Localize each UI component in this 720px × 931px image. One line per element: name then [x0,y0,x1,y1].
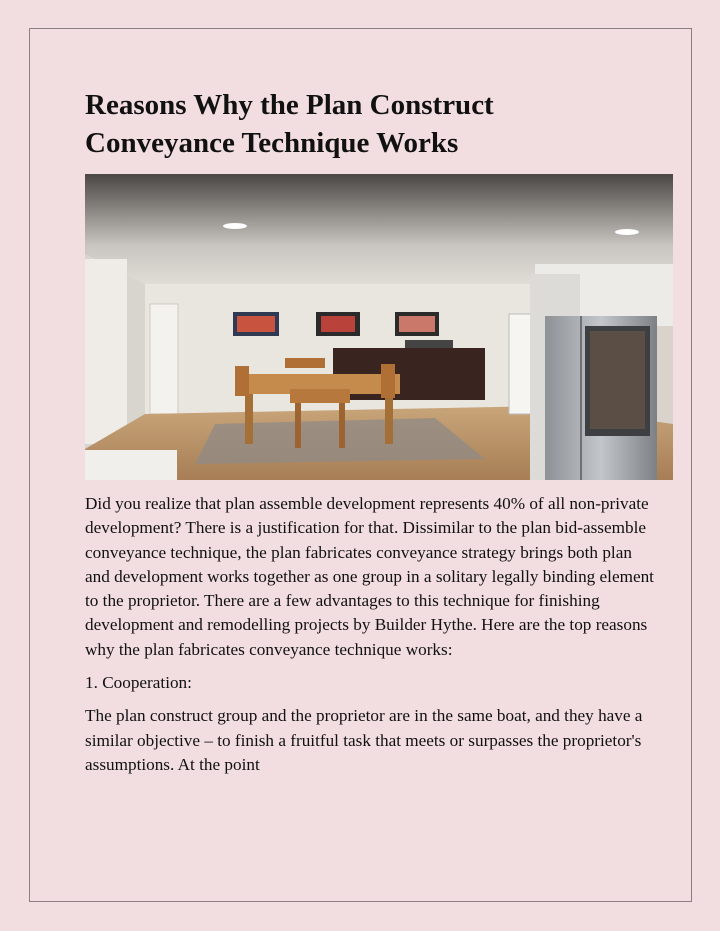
paragraph-intro: Did you realize that plan assemble development represents 40% of all non-private development? There is a justification for that. Dissimilar to the plan bid-assemble conveyance technique, the plan fabricates conveyance strategy brings both plan and development works together as one group in a solitary legally binding element to the proprietor. There are a few advantages to this technique for finishing development and remodelling projects by Builder Hythe. Here are the top reasons why the plan fabricates conveyance technique works: [85,494,654,659]
page-title: Reasons Why the Plan Construct Conveyance Technique Works [85,89,494,159]
paragraph-cooperation: The plan construct group and the proprietor are in the same boat, and they have a similar objective – to finish a fruitful task that meets or surpasses the proprietor's assumptions. At the point [85,706,643,774]
article-body [85,492,655,786]
paragraph-heading-cooperation: 1. Cooperation: [85,673,192,693]
kitchen-dining-room-photo [85,174,673,480]
